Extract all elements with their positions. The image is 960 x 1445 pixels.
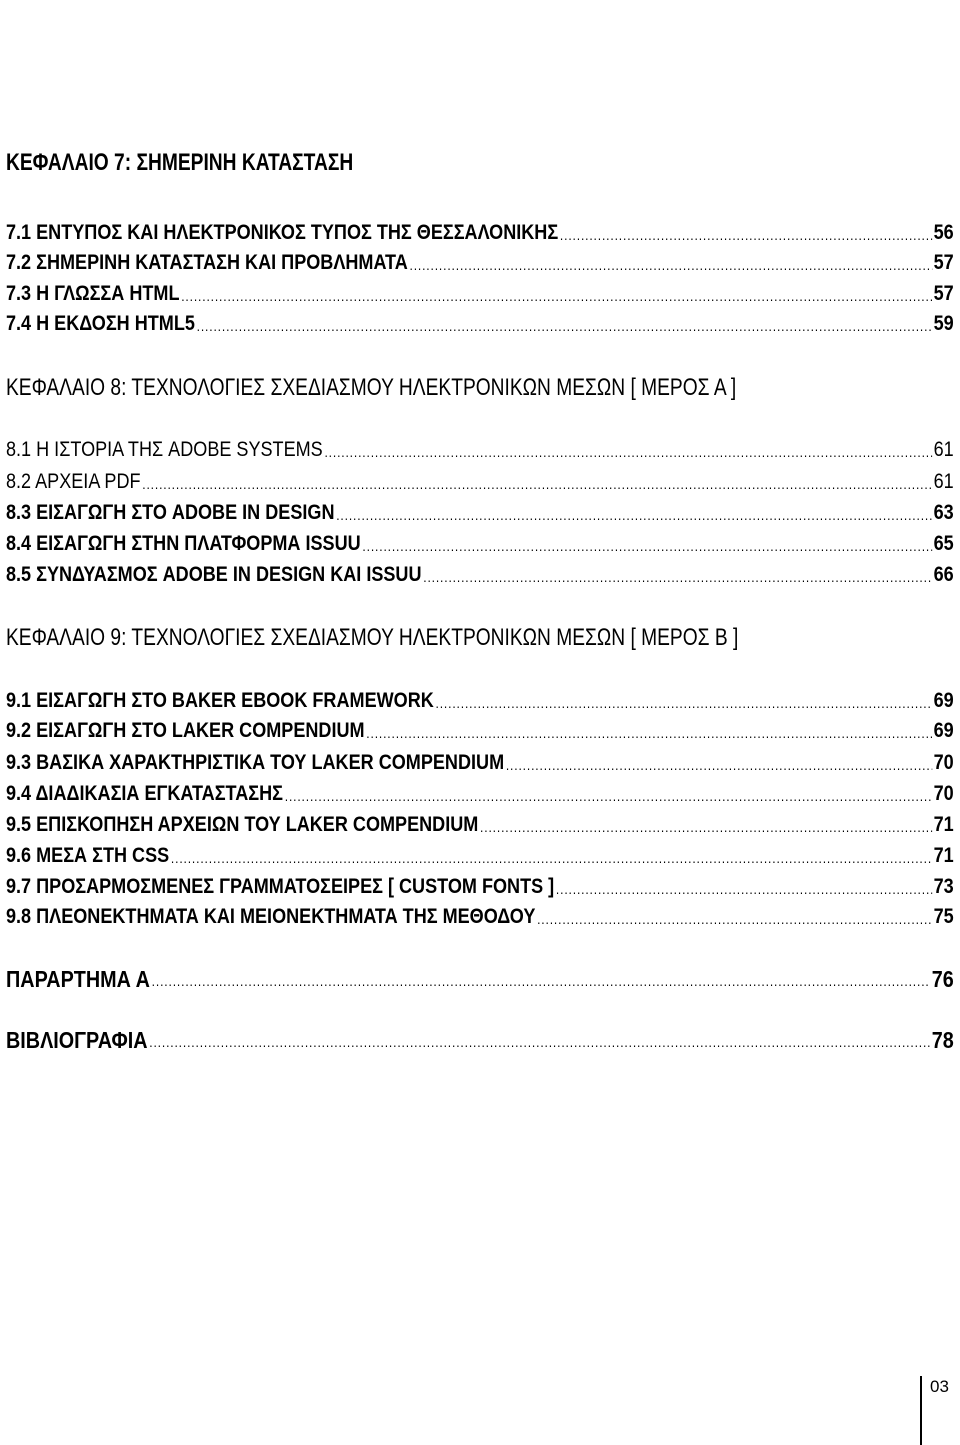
toc-entry-page: 61 xyxy=(933,438,954,461)
toc-entry-page: 57 xyxy=(933,251,954,274)
toc-entry-page: 76 xyxy=(931,966,954,992)
toc-entry-label: 9.8 ΠΛΕΟΝΕΚΤΗΜΑΤΑ ΚΑΙ ΜΕΙΟΝΕΚΤΗΜΑΤΑ ΤΗΣ ΜΕΘΟΔΟΥ xyxy=(6,905,536,928)
toc-entry[interactable] xyxy=(6,216,954,246)
toc-entry[interactable] xyxy=(6,714,954,744)
toc-entry-page: 70 xyxy=(933,751,954,774)
toc-entry-page: 63 xyxy=(933,501,954,524)
toc-entry[interactable] xyxy=(6,808,954,838)
toc-entry-label: 8.2 ΑΡΧΕΙΑ PDF xyxy=(6,470,141,493)
leader-dots xyxy=(409,255,931,273)
toc-entry-page: 65 xyxy=(933,532,954,555)
leader-dots xyxy=(285,786,932,804)
toc-entry-label: ΒΙΒΛΙΟΓΡΑΦΙΑ xyxy=(6,1027,148,1053)
leader-dots xyxy=(181,286,932,304)
toc-entry[interactable] xyxy=(6,496,954,526)
toc-entry-appendix[interactable] xyxy=(6,962,954,992)
toc-entry-label: 8.3 ΕΙΣΑΓΩΓΗ ΣΤΟ ADOBE IN DESIGN xyxy=(6,501,335,524)
toc-entry-page: 71 xyxy=(933,844,954,867)
toc-entry-label: 9.6 ΜΕΣΑ ΣΤΗ CSS xyxy=(6,844,170,867)
leader-dots xyxy=(423,567,932,585)
toc-entry[interactable] xyxy=(6,746,954,776)
toc-entry-page: 69 xyxy=(933,689,954,712)
toc-entry-label: 7.2 ΣΗΜΕΡΙΝΗ ΚΑΤΑΣΤΑΣΗ ΚΑΙ ΠΡΟΒΛΗΜΑΤΑ xyxy=(6,251,408,274)
leader-dots xyxy=(142,474,932,492)
toc-entry[interactable] xyxy=(6,277,954,307)
toc-entry-page: 73 xyxy=(933,875,954,898)
leader-dots xyxy=(366,723,932,741)
toc-entry-page: 69 xyxy=(933,719,954,742)
toc-entry-label: 9.7 ΠΡΟΣΑΡΜΟΣΜΕΝΕΣ ΓΡΑΜΜΑΤΟΣΕΙΡΕΣ [ CUSTOM FONTS ] xyxy=(6,875,555,898)
toc-entry-page: 56 xyxy=(933,221,954,244)
leader-dots xyxy=(336,505,932,523)
toc-entry-page: 57 xyxy=(933,282,954,305)
leader-dots xyxy=(152,971,930,989)
toc-entry[interactable] xyxy=(6,558,954,588)
leader-dots xyxy=(560,225,932,243)
leader-dots xyxy=(506,755,932,773)
toc-entry-label: 8.5 ΣΥΝΔΥΑΣΜΟΣ ADOBE IN DESIGN ΚΑΙ ISSUU xyxy=(6,563,422,586)
toc-entry-page: 78 xyxy=(931,1027,954,1053)
toc-entry-label: 7.1 ΕΝΤΥΠΟΣ ΚΑΙ ΗΛΕΚΤΡΟΝΙΚΟΣ ΤΥΠΟΣ ΤΗΣ ΘΕΣΣΑΛΟΝΙΚΗΣ xyxy=(6,221,559,244)
leader-dots xyxy=(362,536,931,554)
toc-entry[interactable] xyxy=(6,307,954,337)
leader-dots xyxy=(480,817,932,835)
toc-entry-label: 9.2 ΕΙΣΑΓΩΓΗ ΣΤΟ LAKER COMPENDIUM xyxy=(6,719,365,742)
toc-entry[interactable] xyxy=(6,684,954,714)
toc-entry-page: 71 xyxy=(933,813,954,836)
toc-entry-label: 8.1 Η ΙΣΤΟΡΙΑ ΤΗΣ ADOBE SYSTEMS xyxy=(6,438,323,461)
leader-dots xyxy=(556,879,932,897)
leader-dots xyxy=(324,442,931,460)
toc-entry[interactable] xyxy=(6,433,954,463)
toc-entry-label: 9.3 ΒΑΣΙΚΑ ΧΑΡΑΚΤΗΡΙΣΤΙΚΑ ΤΟΥ LAKER COMPENDIUM xyxy=(6,751,505,774)
toc-entry-page: 61 xyxy=(933,470,954,493)
table-of-contents xyxy=(6,0,954,1445)
leader-dots xyxy=(171,848,932,866)
chapter-heading: ΚΕΦΑΛΑΙΟ 8: ΤΕΧΝΟΛΟΓΙΕΣ ΣΧΕΔΙΑΣΜΟΥ ΗΛΕΚΤΡΟΝΙΚΩΝ ΜΕΣΩΝ [ ΜΕΡΟΣ Α ] xyxy=(6,374,737,401)
toc-entry-bibliography[interactable] xyxy=(6,1023,954,1053)
leader-dots xyxy=(197,316,932,334)
chapter-heading: ΚΕΦΑΛΑΙΟ 7: ΣΗΜΕΡΙΝΗ ΚΑΤΑΣΤΑΣΗ xyxy=(6,149,354,176)
toc-entry-page: 70 xyxy=(933,782,954,805)
toc-entry-label: ΠΑΡΑΡΤΗΜΑ Α xyxy=(6,966,150,992)
toc-entry-label: 9.1 ΕΙΣΑΓΩΓΗ ΣΤΟ BAKER EBOOK FRAMEWORK xyxy=(6,689,434,712)
toc-entry[interactable] xyxy=(6,839,954,869)
page-number: 03 xyxy=(930,1377,949,1396)
toc-entry-page: 66 xyxy=(933,563,954,586)
leader-dots xyxy=(436,693,932,711)
leader-dots xyxy=(537,909,932,927)
toc-entry-label: 7.4 Η ΕΚΔΟΣΗ HTML5 xyxy=(6,312,195,335)
toc-entry-label: 7.3 Η ΓΛΩΣΣΑ HTML xyxy=(6,282,180,305)
toc-entry-label: 9.5 ΕΠΙΣΚΟΠΗΣΗ ΑΡΧΕΙΩΝ ΤΟΥ LAKER COMPENDIUM xyxy=(6,813,479,836)
leader-dots xyxy=(149,1032,930,1050)
toc-entry[interactable] xyxy=(6,900,954,930)
toc-entry-page: 59 xyxy=(933,312,954,335)
page-number-divider xyxy=(920,1376,922,1445)
toc-entry-page: 75 xyxy=(933,905,954,928)
chapter-heading: ΚΕΦΑΛΑΙΟ 9: ΤΕΧΝΟΛΟΓΙΕΣ ΣΧΕΔΙΑΣΜΟΥ ΗΛΕΚΤΡΟΝΙΚΩΝ ΜΕΣΩΝ [ ΜΕΡΟΣ Β ] xyxy=(6,624,739,651)
toc-entry-label: 8.4 ΕΙΣΑΓΩΓΗ ΣΤΗΝ ΠΛΑΤΦΟΡΜΑ ISSUU xyxy=(6,532,361,555)
toc-entry[interactable] xyxy=(6,465,954,495)
toc-entry[interactable] xyxy=(6,870,954,900)
toc-entry[interactable] xyxy=(6,527,954,557)
toc-entry[interactable] xyxy=(6,777,954,807)
toc-entry[interactable] xyxy=(6,246,954,276)
toc-entry-label: 9.4 ΔΙΑΔΙΚΑΣΙΑ ΕΓΚΑΤΑΣΤΑΣΗΣ xyxy=(6,782,284,805)
